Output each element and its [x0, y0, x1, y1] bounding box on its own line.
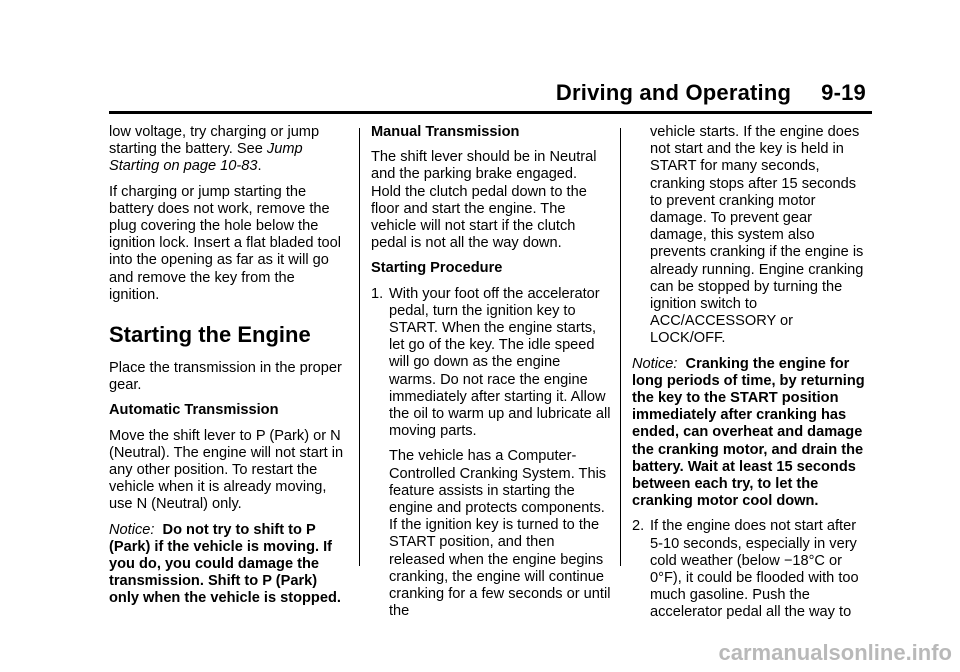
paragraph: Place the transmission in the proper gear.	[109, 360, 342, 394]
list-sub-paragraph: The vehicle has a Computer-Controlled Cranking System. This feature assists in starting the engine and protects components. If the ignition key is turned to the START position, and then released when the engine begins cranking, the engine will continue cranking for a few seconds or until the	[389, 448, 611, 620]
subheading: Starting Procedure	[371, 260, 503, 277]
paragraph: Move the shift lever to P (Park) or N (Neutral). The engine will not start in any other position. To restart the vehicle when it is already moving, use N (Neutral) only.	[109, 427, 344, 513]
column-right	[632, 124, 872, 630]
list-item	[371, 286, 611, 441]
cross-reference-link[interactable]: Jump Starting on page 10-83	[109, 141, 303, 175]
page-header	[556, 80, 866, 106]
list-number: 1.	[371, 285, 384, 302]
column-divider	[359, 128, 360, 566]
subheading: Automatic Transmission	[109, 402, 279, 419]
column-divider	[620, 128, 621, 566]
column-middle	[371, 124, 611, 628]
notice-text: Do not try to shift to P (Park) if the vehicle is moving. If you do, you could damage the transmission. Shift to P (Park) only when the vehicle is stopped.	[109, 521, 341, 607]
page-number: 9-19	[821, 80, 866, 105]
watermark: carmanualsonline.info	[718, 640, 952, 665]
list-text: With your foot off the accelerator pedal, turn the ignition key to START. When the engine starts, let go of the key. The idle speed will go down as the engine warms. Do not race the engine immediately after starting it. Allow the oil to warm up and lubricate all moving parts.	[389, 285, 611, 440]
notice	[109, 522, 347, 608]
list-item	[632, 518, 872, 621]
subheading: Manual Transmission	[371, 124, 520, 140]
notice	[632, 356, 872, 511]
header-rule	[109, 111, 872, 114]
list-number: 2.	[632, 518, 645, 535]
notice-label: Notice:	[632, 355, 678, 372]
list-text: If the engine does not start after 5-10 seconds, especially in very cold weather (below −18°C or 0°F), it could be flooded with too much gasoline. Push the accelerator pedal all the way to	[650, 518, 859, 621]
notice-text: Cranking the engine for long periods of time, by returning the key to the START position immediately after cranking has ended, can overheat and damage the cranking motor, and drain the battery. Wait at least 15 seconds between each try, to let the cranking motor cool down.	[632, 355, 865, 510]
paragraph: The shift lever should be in Neutral and the parking brake engaged. Hold the clutch pedal down to the floor and start the engine. The vehicle will not start if the clutch pedal is not all the way down.	[371, 149, 597, 252]
notice-label: Notice:	[109, 521, 155, 538]
paragraph: low voltage, try charging or jump starting the battery. See Jump Starting on page 10-83.	[109, 124, 320, 175]
column-left	[109, 124, 347, 616]
section-heading: Starting the Engine	[109, 322, 311, 348]
list-sub-paragraph-continued: vehicle starts. If the engine does not start and the key is held in START for many seconds, cranking stops after 15 seconds to prevent cranking motor damage. To prevent gear damage, this system also prevents cranking if the engine is already running. Engine cranking can be stopped by turning the ignition switch to ACC/ACCESSORY or LOCK/OFF.	[650, 124, 864, 347]
section-title: Driving and Operating	[555, 80, 792, 105]
paragraph: If charging or jump starting the battery does not work, remove the plug covering the hole below the ignition lock. Insert a flat bladed tool into the opening as far as it will go and remove the key from the ignition.	[109, 183, 342, 303]
